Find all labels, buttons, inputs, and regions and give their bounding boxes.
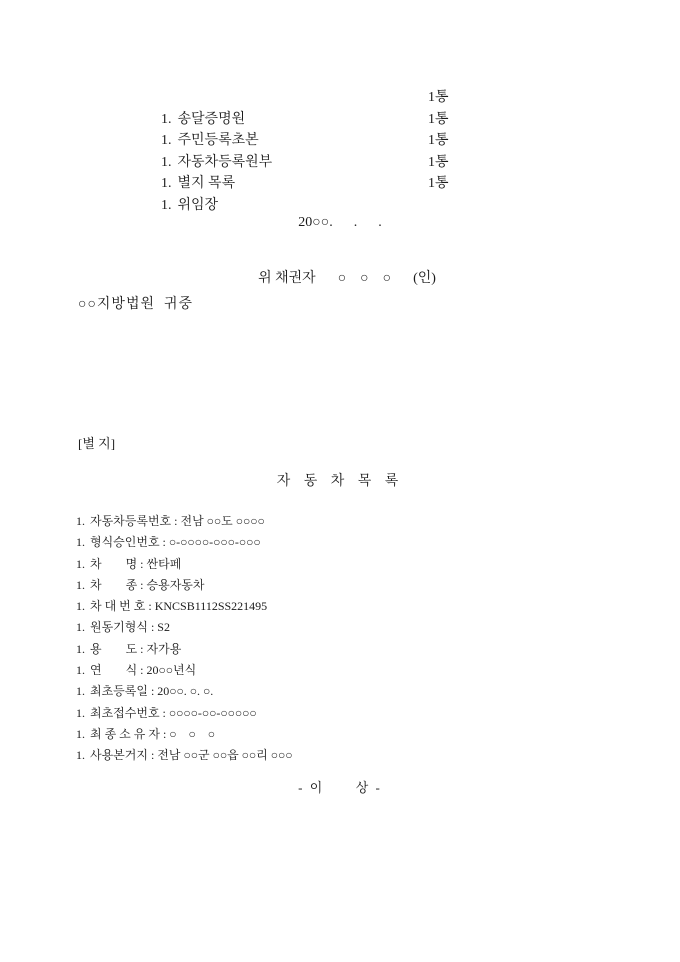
vehicle-detail-text: 용 도 : 자가용 [90,641,182,656]
vehicle-detail-row [76,532,516,553]
item-number: 1. [76,663,85,678]
attachment-count: 1통 [428,90,449,105]
vehicle-detail-text: 차 명 : 싼타페 [90,556,182,571]
attachment-number: 1. [161,111,172,127]
attachment-number: 1. [161,154,172,170]
attachment-label: 위임장 [177,197,219,213]
item-number: 1. [76,556,85,571]
vehicle-detail-row [76,703,516,724]
vehicle-detail-text: 원동기형식 : S2 [90,620,170,635]
vehicle-detail-row [76,511,516,532]
vehicle-detail-list [76,511,516,767]
attachment-label: 자동차등록원부 [177,154,273,170]
attachment-count: 1통 [428,154,449,170]
vehicle-detail-row [76,575,516,596]
attachment-row [140,109,470,148]
date-line: 20○○. . . [298,215,382,230]
attachment-label: 송달증명원 [177,111,246,127]
vehicle-detail-row [76,660,516,681]
attachments-list [140,87,470,213]
item-number: 1. [76,599,85,614]
attachment-count: 1통 [428,133,449,148]
signature-name: ○ ○ ○ [337,271,392,286]
item-number: 1. [76,514,85,528]
vehicle-detail-row [76,617,516,638]
end-of-list-mark: - 이 상 - [298,780,382,795]
court-address-line: ○○지방법원 귀중 [78,297,194,312]
attachment-number: 1. [161,197,172,213]
vehicle-detail-row [76,745,516,766]
vehicle-detail-text: 형식승인번호 : ○-○○○○-○○○-○○○ [90,535,261,550]
vehicle-detail-text: 최초접수번호 : ○○○○-○○-○○○○○ [90,705,257,720]
attachment-row [140,173,470,213]
item-number: 1. [76,577,85,592]
vehicle-detail-text: 자동차등록번호 : 전남 ○○도 ○○○○ [90,514,265,528]
vehicle-detail-row [76,681,516,702]
vehicle-detail-row [76,724,516,745]
vehicle-detail-text: 최 종 소 유 자 : ○ ○ ○ [90,726,216,741]
item-number: 1. [76,535,85,550]
attachment-row [140,152,470,191]
attachment-count: 1통 [428,176,449,191]
vehicle-detail-text: 연 식 : 20○○년식 [90,663,197,678]
vehicle-detail-text: 차 대 번 호 : KNCSB1112SS221495 [90,599,268,614]
attachment-row [140,87,470,127]
item-number: 1. [76,684,85,699]
attachment-label: 별지 목록 [177,176,236,191]
annex-title: 자 동 차 목 록 [276,474,404,489]
vehicle-detail-row [76,554,516,575]
annex-tag: [별 지] [78,436,116,451]
vehicle-detail-row [76,596,516,617]
seal-mark: (인) [413,271,436,286]
vehicle-detail-text: 차 종 : 승용자동차 [90,577,205,592]
item-number: 1. [76,620,85,635]
vehicle-detail-row [76,639,516,660]
attachment-number: 1. [161,133,172,148]
attachment-row [140,130,470,170]
item-number: 1. [76,705,85,720]
vehicle-detail-text: 사용본거지 : 전남 ○○군 ○○읍 ○○리 ○○○ [90,748,293,763]
attachment-label: 주민등록초본 [177,133,259,148]
vehicle-detail-text: 최초등록일 : 20○○. ○. ○. [90,684,214,699]
item-number: 1. [76,748,85,763]
attachment-count: 1통 [428,111,449,127]
signature-role-label: 위 채권자 [258,271,316,286]
item-number: 1. [76,726,85,741]
attachment-number: 1. [161,176,172,191]
item-number: 1. [76,641,85,656]
